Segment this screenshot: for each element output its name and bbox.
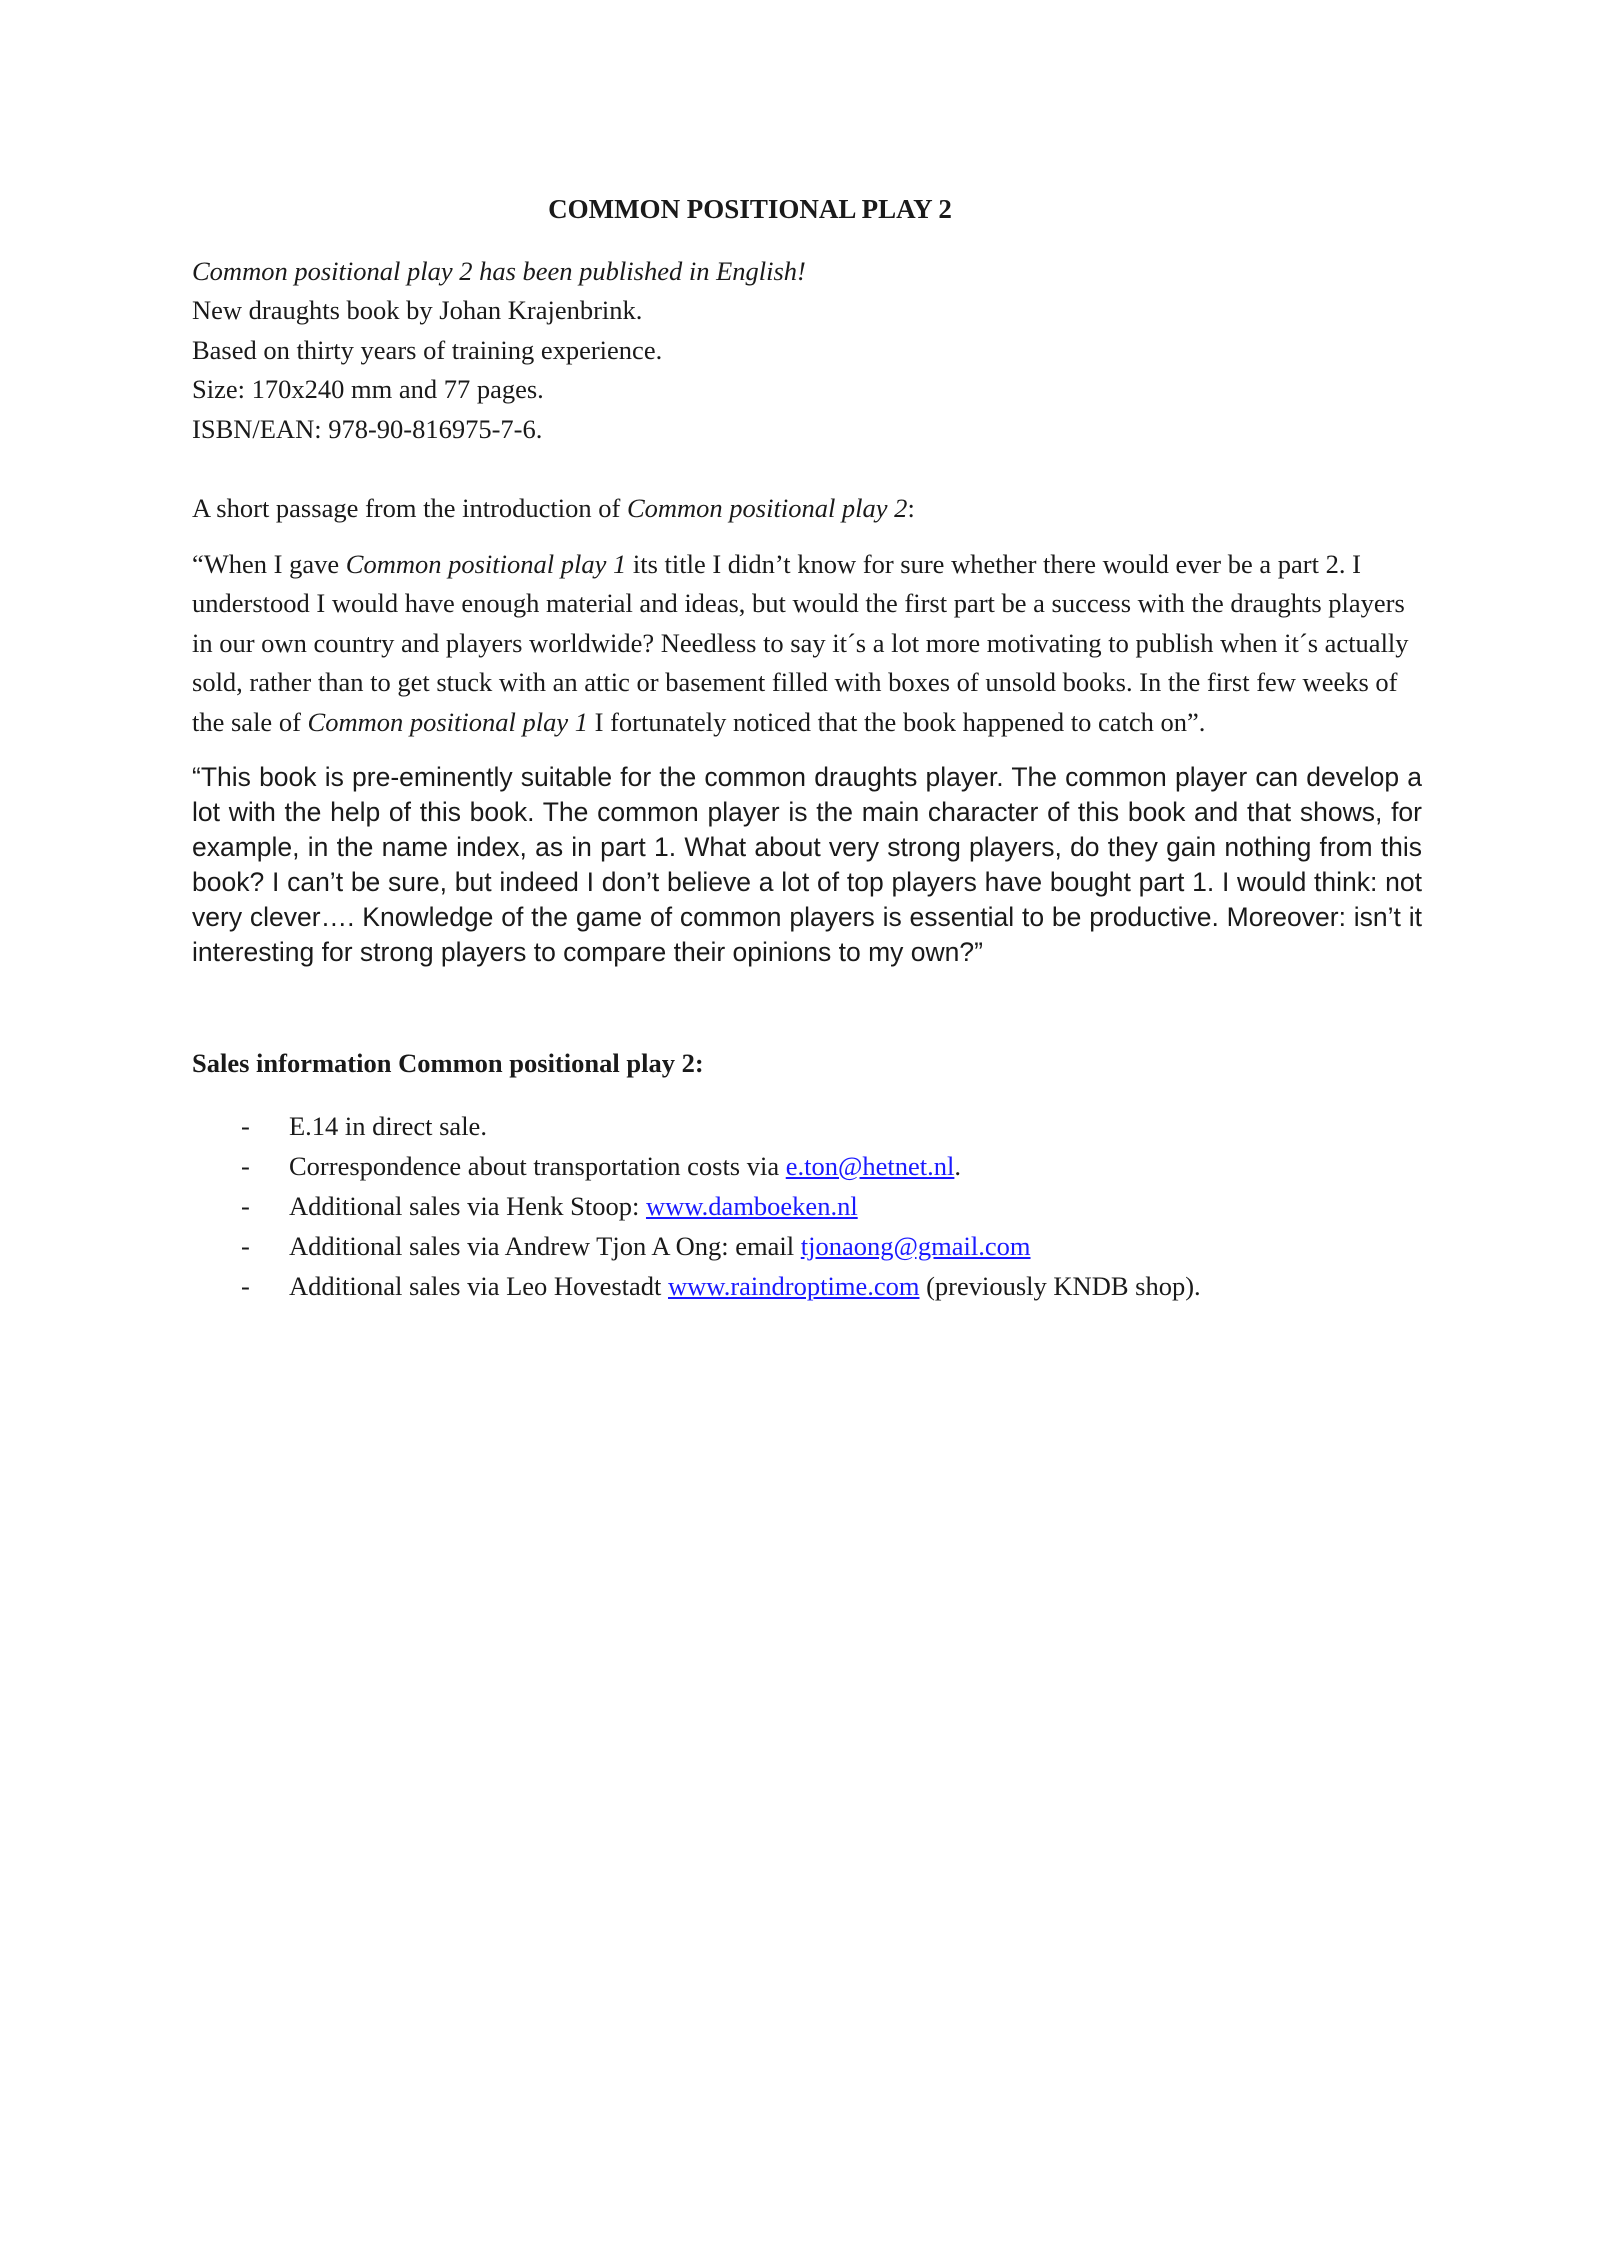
document-page [192, 190, 1422, 1306]
sales-item-henk-stoop [192, 1186, 1422, 1226]
list-dash: - [241, 1270, 250, 1301]
email-link-eton[interactable]: e.ton@hetnet.nl [785, 1150, 955, 1181]
intro-line-isbn: ISBN/EAN: 978-90-816975-7-6. [192, 413, 543, 444]
email-link-tjonaong[interactable]: tjonaong@gmail.com [800, 1230, 1031, 1261]
passage-lead-colon: : [907, 493, 915, 523]
passage-lead [192, 489, 1422, 529]
sales-item-text: Additional sales via Leo Hovestadt [289, 1270, 669, 1301]
sales-item-text: Additional sales via Andrew Tjon A Ong: email [289, 1230, 801, 1261]
sales-list [192, 1106, 1422, 1306]
quote-paragraph-1 [192, 545, 1422, 743]
intro-line-author: New draughts book by Johan Krajenbrink. [192, 295, 643, 325]
sales-item-text: Additional sales via Henk Stoop: [289, 1190, 646, 1221]
list-dash: - [241, 1150, 250, 1181]
sales-item-andrew-tjon [192, 1226, 1422, 1266]
sales-heading: Sales information Common positional play 2: [192, 1048, 704, 1078]
list-dash: - [241, 1190, 250, 1221]
website-link-damboeken[interactable]: www.damboeken.nl [645, 1190, 858, 1221]
passage-lead-text: A short passage from the introduction of [192, 493, 627, 523]
sales-item-suffix: . [954, 1150, 962, 1181]
sales-item-text: E.14 in direct sale. [289, 1110, 487, 1141]
list-dash: - [241, 1110, 250, 1141]
sales-item-direct [192, 1106, 1422, 1146]
website-link-raindroptime[interactable]: www.raindroptime.com [668, 1270, 920, 1301]
announcement-line: Common positional play 2 has been published in English! [192, 255, 806, 286]
quote1-book-title-2: Common positional play 1 [307, 706, 588, 737]
list-dash: - [241, 1230, 250, 1261]
sales-item-leo-hovestadt [192, 1266, 1422, 1306]
quote1-part-2: its title I didn’t know for sure whether there would ever be a part 2. I understood I would have enough material and ideas, but would the first part be a success with the draughts players in our own country and players worldwide? Needless to say it´s a lot more motivating to publish when it´s actually sold, rather than to get stuck with an attic or basement filled with boxes of unsold books. In the first few weeks of the sale of [192, 548, 1409, 737]
sales-item-text: Correspondence about transportation costs via [289, 1150, 786, 1181]
intro-line-size: Size: 170x240 mm and 77 pages. [192, 374, 544, 404]
quote1-part-1: “When I gave [192, 548, 346, 579]
quote1-part-3: I fortunately noticed that the book happened to catch on”. [588, 706, 1206, 737]
sales-item-correspondence [192, 1146, 1422, 1186]
intro-line-experience: Based on thirty years of training experience. [192, 334, 663, 365]
sales-item-suffix: (previously KNDB shop). [919, 1270, 1201, 1301]
quote1-book-title-1: Common positional play 1 [345, 548, 627, 579]
page-title: COMMON POSITIONAL PLAY 2 [548, 194, 952, 224]
quote-paragraph-2: “This book is pre-eminently suitable for the common draughts player. The common player can develop a lot with the help of this book. The common player is the main character of this book and that shows, for example, in the name index, as in part 1. What about very strong players, do they gain nothing from this book? I can’t be sure, but indeed I don’t believe a lot of top players have bought part 1. I would think: not very clever…. Knowledge of the game of common players is essential to be productive. Moreover: isn’t it interesting for strong players to compare their opinions to my own?” [192, 762, 1422, 967]
passage-lead-book-title: Common positional play 2 [626, 493, 908, 523]
